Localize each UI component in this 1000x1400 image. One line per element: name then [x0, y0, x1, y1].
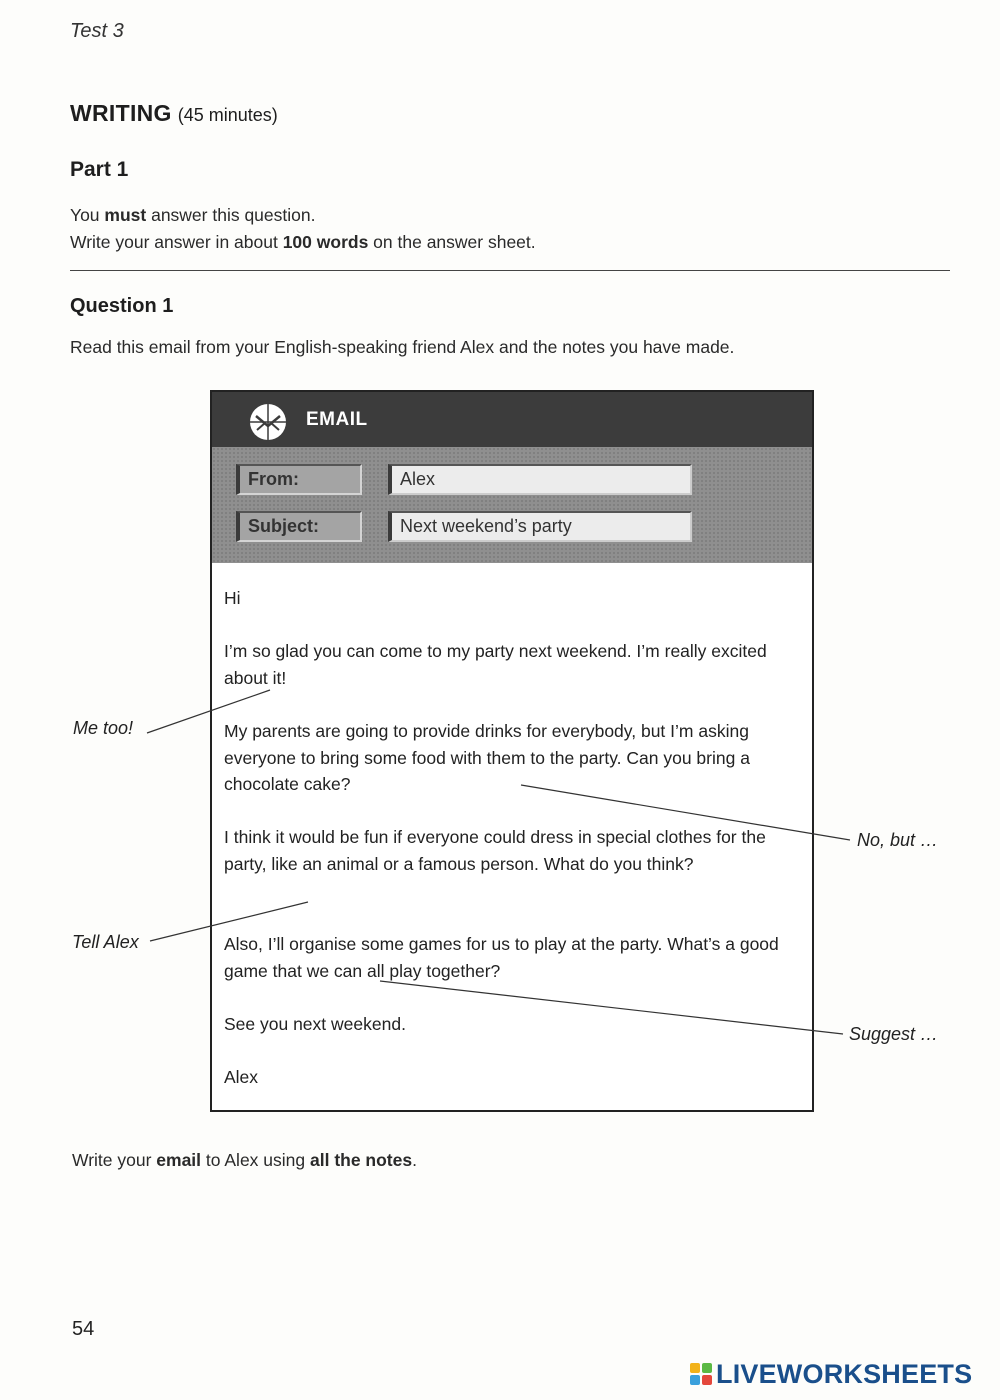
liveworksheets-logo-icon — [690, 1363, 712, 1385]
watermark-text: LIVEWORKSHEETS — [716, 1358, 973, 1389]
email-paragraph-1: I’m so glad you can come to my party next weekend. I’m really excited about it! — [224, 641, 767, 688]
final-bold-2: all the notes — [310, 1150, 413, 1170]
email-paragraph-5: See you next weekend. — [224, 1014, 406, 1034]
instruction-2-pre: Write your answer in about — [70, 232, 283, 252]
instruction-1-bold: must — [104, 205, 147, 225]
logo-square — [702, 1363, 712, 1373]
email-signoff: Alex — [224, 1067, 259, 1087]
from-label: From: — [236, 464, 362, 495]
from-field: Alex — [388, 464, 692, 495]
question-title: Question 1 — [70, 295, 174, 317]
subject-field: Next weekend’s party — [388, 511, 692, 542]
instruction-1-pre: You — [70, 205, 105, 225]
instruction-2-bold: 100 words — [282, 232, 369, 252]
liveworksheets-watermark[interactable] — [690, 1357, 972, 1391]
running-head: Test 3 — [70, 20, 124, 42]
email-title: EMAIL — [306, 409, 368, 430]
connector-suggest — [380, 981, 843, 1034]
note-tell-alex: Tell Alex — [72, 932, 139, 952]
page-number: 54 — [72, 1318, 95, 1340]
connector-no-but — [521, 785, 850, 840]
email-paragraph-2: My parents are going to provide drinks for everybody, but I’m asking everyone to bring some food with them to the party. Can you bring a chocolate cake? — [224, 721, 750, 794]
final-mid: to Alex using — [201, 1150, 310, 1170]
note-suggest: Suggest … — [849, 1024, 939, 1044]
question-prompt: Read this email from your English-speaking friend Alex and the notes you have made. — [70, 337, 735, 357]
logo-square — [690, 1363, 700, 1373]
final-post: . — [412, 1150, 417, 1170]
subject-label: Subject: — [236, 511, 362, 542]
final-pre: Write your — [72, 1150, 157, 1170]
section-duration: (45 minutes) — [177, 105, 278, 125]
email-paragraph-4: Also, I’ll organise some games for us to play at the party. What’s a good game that we can all play together? — [224, 934, 779, 981]
logo-square — [702, 1375, 712, 1385]
final-bold-1: email — [156, 1150, 202, 1170]
email-paragraph-3: I think it would be fun if everyone could dress in special clothes for the party, like an animal or a famous person. What do you think? — [224, 827, 766, 874]
section-title-text: WRITING — [70, 100, 172, 126]
email-greeting: Hi — [224, 588, 241, 608]
instruction-2-post: on the answer sheet. — [368, 232, 536, 252]
logo-square — [690, 1375, 700, 1385]
final-instruction — [72, 1150, 417, 1171]
note-me-too: Me too! — [73, 718, 134, 738]
instruction-1-post: answer this question. — [146, 205, 316, 225]
connector-me-too — [147, 690, 270, 733]
note-no-but: No, but … — [857, 830, 939, 850]
part-title: Part 1 — [70, 158, 129, 181]
connector-tell-alex — [150, 902, 308, 941]
